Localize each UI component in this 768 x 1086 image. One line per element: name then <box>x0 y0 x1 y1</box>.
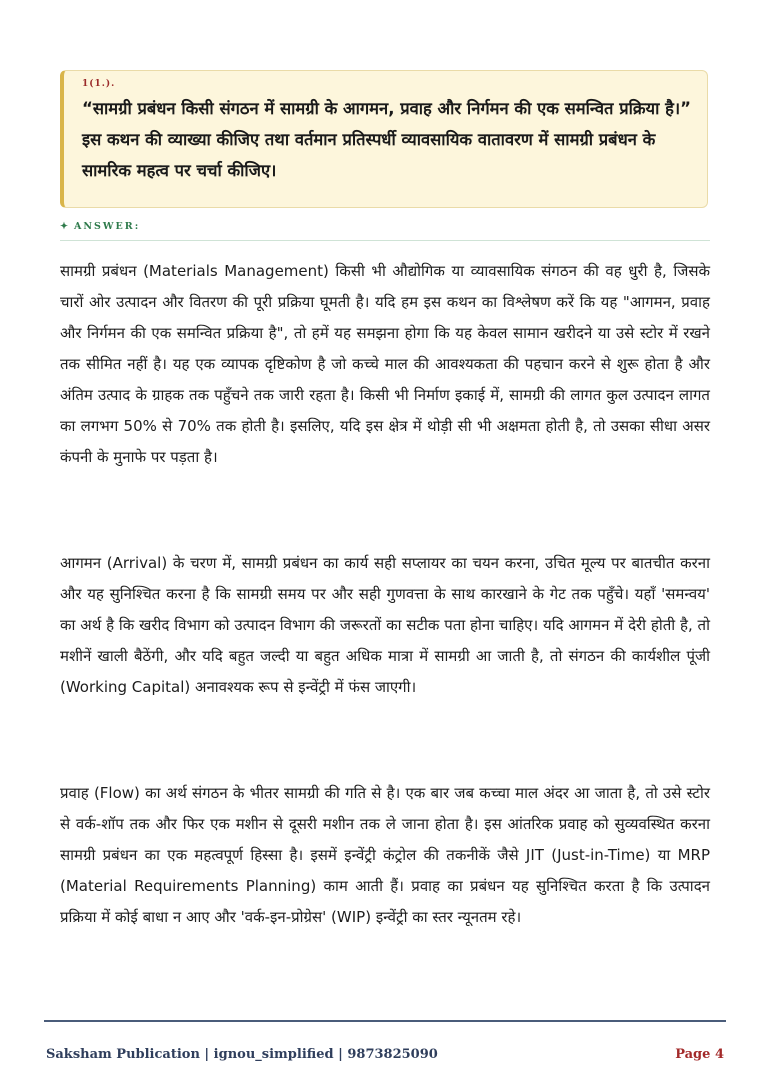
answer-paragraph-3: प्रवाह (Flow) का अर्थ संगठन के भीतर सामग्री की गति से है। एक बार जब कच्चा माल अंदर आ जाता है, तो उसे स्टोर से वर्क-शॉप तक और फिर एक मशीन से दूसरी मशीन तक ले जाना होता है। इस आंतरिक प्रवाह को सुव्यवस्थित करना सामग्री प्रबंधन का एक महत्वपूर्ण हिस्सा है। इसमें इन्वेंट्री कंट्रोल की तकनीकें जैसे JIT (Just-in-Time) या MRP (Material Requirements Planning) काम आती हैं। प्रवाह का प्रबंधन यह सुनिश्चित करता है कि उत्पादन प्रक्रिया में कोई बाधा न आए और 'वर्क-इन-प्रोग्रेस' (WIP) इन्वेंट्री का स्तर न्यूनतम रहे। <box>60 784 710 926</box>
diamond-icon: ✦ <box>60 221 70 232</box>
answer-divider <box>60 240 710 241</box>
answer-paragraph-1: सामग्री प्रबंधन (Materials Management) किसी भी औद्योगिक या व्यावसायिक संगठन की वह धुरी है, जिसके चारों ओर उत्पादन और वितरण की पूरी प्रक्रिया घूमती है। यदि हम इस कथन का विश्लेषण करें कि यह "आगमन, प्रवाह और निर्गमन की एक समन्वित प्रक्रिया है", तो हमें यह समझना होगा कि यह केवल सामान खरीदने या उसे स्टोर में रखने तक सीमित नहीं है। यह एक व्यापक दृष्टिकोण है जो कच्चे माल की आवश्यकता की पहचान करने से शुरू होता है और अंतिम उत्पाद के ग्राहक तक पहुँचने तक जारी रहता है। किसी भी निर्माण इकाई में, सामग्री की लागत कुल उत्पादन लागत का लगभग 50% से 70% तक होती है। इसलिए, यदि इस क्षेत्र में थोड़ी सी भी अक्षमता होती है, तो उसका सीधा असर कंपनी के मुनाफे पर पड़ता है। <box>60 262 710 466</box>
answer-label-text: ANSWER: <box>73 221 141 232</box>
page-number: Page 4 <box>675 1047 724 1062</box>
footer-divider <box>44 1020 726 1022</box>
question-text: “सामग्री प्रबंधन किसी संगठन में सामग्री के आगमन, प्रवाह और निर्गमन की एक समन्वित प्रक्रिया है।” इस कथन की व्याख्या कीजिए तथा वर्तमान प्रतिस्पर्धी व्यावसायिक वातावरण में सामग्री प्रबंधन के सामरिक महत्व पर चर्चा कीजिए। <box>82 99 691 180</box>
footer-publisher: Saksham Publication | ignou_simplified | 9873825090 <box>46 1047 438 1062</box>
answer-paragraph-2: आगमन (Arrival) के चरण में, सामग्री प्रबंधन का कार्य सही सप्लायर का चयन करना, उचित मूल्य पर बातचीत करना और यह सुनिश्चित करना है कि सामग्री समय पर और सही गुणवत्ता के साथ कारखाने के गेट तक पहुँचे। यहाँ 'समन्वय' का अर्थ है कि खरीद विभाग को उत्पादन विभाग की जरूरतों का सटीक पता होना चाहिए। यदि आगमन में देरी होती है, तो मशीनें खाली बैठेंगी, और यदि बहुत जल्दी या बहुत अधिक मात्रा में सामग्री आ जाती है, तो संगठन की कार्यशील पूंजी (Working Capital) अनावश्यक रूप से इन्वेंट्री में फंस जाएगी। <box>60 554 710 696</box>
answer-heading <box>60 221 140 232</box>
question-number: 1(1.). <box>82 79 116 89</box>
question-box <box>60 70 708 208</box>
